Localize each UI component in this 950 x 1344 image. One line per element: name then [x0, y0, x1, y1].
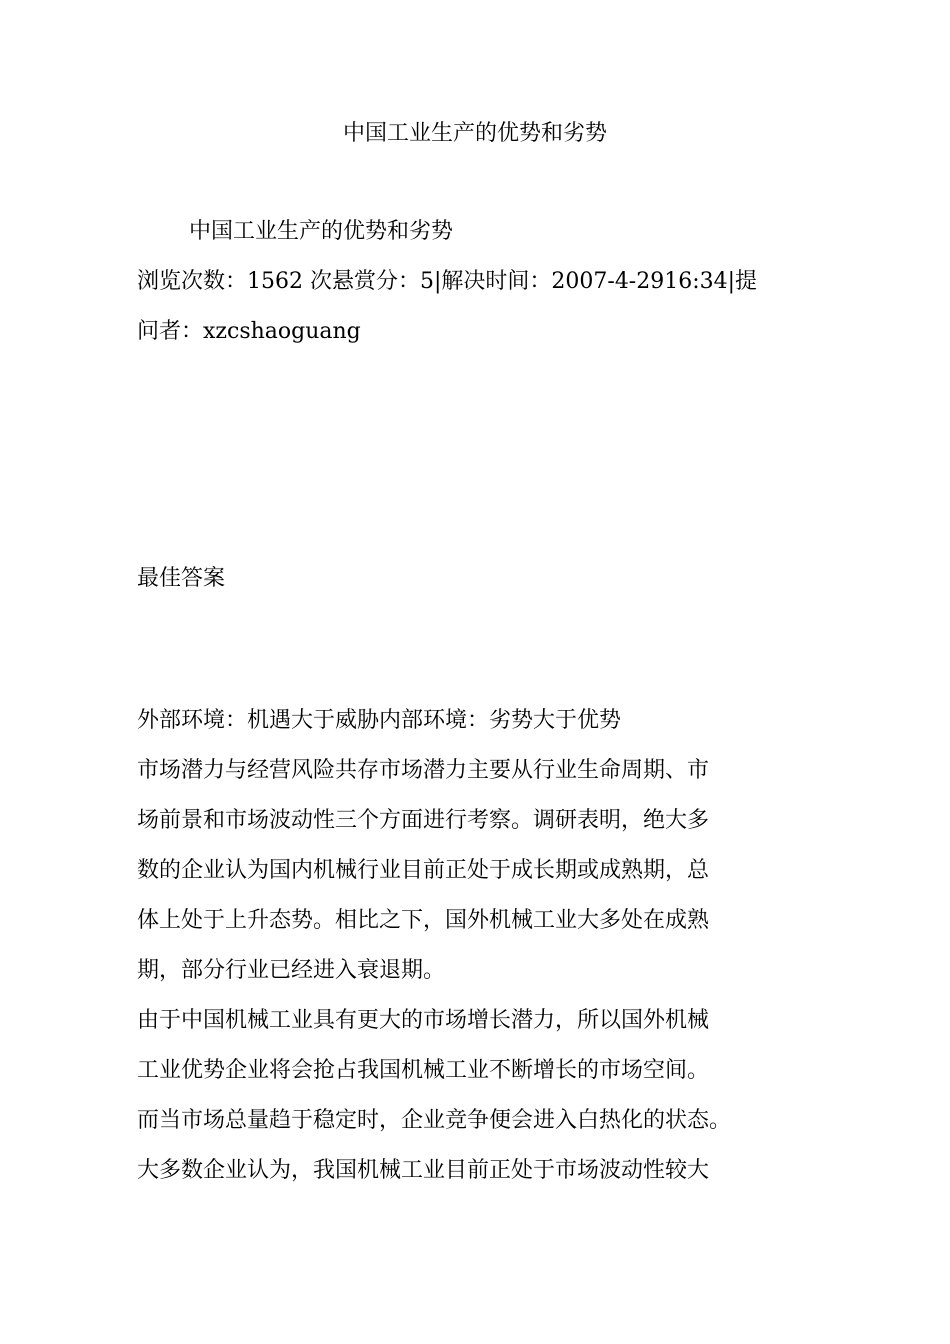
- answer-line: 而当市场总量趋于稳定时，企业竞争便会进入白热化的状态。: [137, 1108, 732, 1133]
- answer-line: 体上处于上升态势。相比之下，国外机械工业大多处在成熟: [137, 908, 710, 933]
- answer-body: [137, 696, 837, 1196]
- document-title: 中国工业生产的优势和劣势: [342, 121, 607, 146]
- answer-line: 工业优势企业将会抢占我国机械工业不断增长的市场空间。: [137, 1058, 710, 1083]
- best-answer-heading: [137, 554, 837, 604]
- answer-line: 期，部分行业已经进入衰退期。: [137, 958, 446, 983]
- meta-line: 浏览次数：1562 次悬赏分：5|解决时间：2007-4-2916:34|提: [137, 269, 758, 294]
- answer-line: 外部环境：机遇大于威胁内部环境：劣势大于优势: [137, 708, 622, 733]
- question-title-text: 中国工业生产的优势和劣势: [189, 219, 454, 244]
- answer-line: 数的企业认为国内机械行业目前正处于成长期或成熟期，总: [137, 858, 710, 883]
- best-answer-label: 最佳答案: [137, 566, 226, 591]
- question-title: [137, 207, 837, 257]
- answer-line: 场前景和市场波动性三个方面进行考察。调研表明，绝大多: [137, 808, 710, 833]
- answer-line: 由于中国机械工业具有更大的市场增长潜力，所以国外机械: [137, 1008, 710, 1033]
- answer-line: 大多数企业认为，我国机械工业目前正处于市场波动性较大: [137, 1158, 710, 1183]
- question-meta: [137, 257, 837, 357]
- meta-line: 问者：xzcshaoguang: [137, 319, 361, 344]
- answer-line: 市场潜力与经营风险共存市场潜力主要从行业生命周期、市: [137, 758, 710, 783]
